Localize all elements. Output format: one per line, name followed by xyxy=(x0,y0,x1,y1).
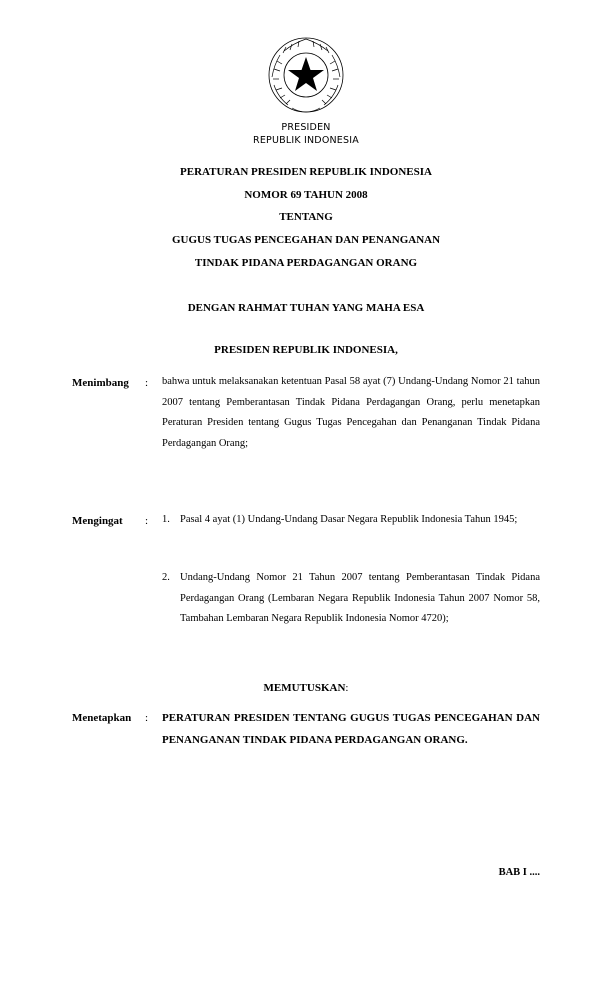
menetapkan-text: PERATURAN PRESIDEN TENTANG GUGUS TUGAS PENCEGAHAN DAN PENANGANAN TINDAK PIDANA PERDAGANGAN ORANG. xyxy=(162,712,540,746)
memutuskan-colon: : xyxy=(345,682,349,694)
mengingat-item-text: Pasal 4 ayat (1) Undang-Undang Dasar Negara Republik Indonesia Tahun 1945; xyxy=(180,514,518,525)
mengingat-item-number: 2. xyxy=(162,572,170,583)
opening-phrase: DENGAN RAHMAT TUHAN YANG MAHA ESA xyxy=(187,302,425,314)
mengingat-item-text: Undang-Undang Nomor 21 Tahun 2007 tentang Pemberantasan Tindak Pidana Perdagangan Orang (Lembaran Negara Republik Indonesia Tahun 2007 Nomor 58, Tambahan Lembaran Negara Republik Indonesia Nomor 4720); xyxy=(180,572,540,624)
garuda-emblem-icon xyxy=(266,35,346,115)
mengingat-label: Mengingat xyxy=(72,515,123,527)
mengingat-colon: : xyxy=(145,515,149,527)
menimbang-text: bahwa untuk melaksanakan ketentuan Pasal 58 ayat (7) Undang-Undang Nomor 21 tahun 2007 tentang Pemberantasan Tindak Pidana Perdagangan Orang, perlu menetapkan Peraturan Presiden tentang Gugus Tugas Pencegahan dan Penanganan Tindak Pidana Perdagangan Orang; xyxy=(162,376,540,449)
memutuskan-label: MEMUTUSKAN xyxy=(263,682,346,694)
regulation-about: TENTANG xyxy=(279,211,333,223)
regulation-subject-line2: TINDAK PIDANA PERDAGANGAN ORANG xyxy=(194,257,418,269)
authority-line: PRESIDEN REPUBLIK INDONESIA, xyxy=(214,344,398,356)
mengingat-item-number: 1. xyxy=(162,514,170,525)
next-page-marker: BAB I .... xyxy=(498,867,540,878)
menetapkan-colon: : xyxy=(145,712,149,724)
memutuskan-heading xyxy=(0,682,612,694)
regulation-title: PERATURAN PRESIDEN REPUBLIK INDONESIA xyxy=(180,166,432,178)
menetapkan-label: Menetapkan xyxy=(72,712,132,724)
office-country: REPUBLIK INDONESIA xyxy=(253,135,359,146)
regulation-subject-line1: GUGUS TUGAS PENCEGAHAN DAN PENANGANAN xyxy=(171,234,441,246)
office-name: PRESIDEN xyxy=(281,122,331,133)
menimbang-label: Menimbang xyxy=(72,377,129,389)
regulation-number: NOMOR 69 TAHUN 2008 xyxy=(244,189,368,201)
menimbang-colon: : xyxy=(145,377,149,389)
